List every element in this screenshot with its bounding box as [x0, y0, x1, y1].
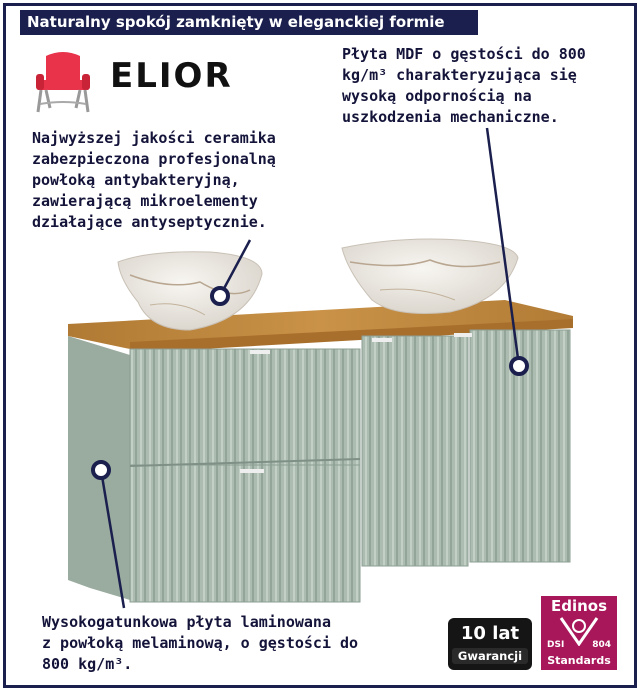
drawer-top — [130, 349, 360, 474]
edinos-badge — [541, 596, 617, 670]
edinos-dsi: DSI — [547, 640, 565, 650]
annotation-ceramic: Najwyższej jakości ceramika zabezpieczona profesjonalną powłoką antybakteryjną, zawierającą mikroelementy działające antyseptycznie. — [32, 129, 276, 231]
warranty-badge — [448, 618, 532, 670]
drawer-handle-bottom — [240, 469, 264, 473]
drawer-handle-top — [250, 350, 270, 354]
warranty-label: Gwarancji — [452, 648, 528, 664]
brand-name: ELIOR — [110, 56, 233, 96]
warranty-years: 10 lat — [460, 623, 520, 644]
callout-marker-ceramic — [212, 288, 228, 304]
annotation-laminate: Wysokogatunkowa płyta laminowana z powłoką melaminową, o gęstości do 800 kg/m³. — [42, 613, 359, 673]
drawer-bottom — [130, 465, 360, 602]
door-left — [362, 336, 468, 566]
door-handle-left — [372, 338, 392, 342]
edinos-standards: Standards — [547, 654, 611, 667]
callout-marker-laminate — [93, 462, 109, 478]
edinos-number: 804 — [592, 640, 611, 650]
door-handle-right — [454, 333, 472, 337]
tagline-text: Naturalny spokój zamknięty w eleganckiej formie — [27, 13, 445, 31]
annotation-mdf: Płyta MDF o gęstości do 800 kg/m³ charakteryzująca się wysoką odpornością na uszkodzenia mechaniczne. — [342, 45, 586, 126]
edinos-title: Edinos — [550, 597, 608, 615]
callout-marker-mdf — [511, 358, 527, 374]
